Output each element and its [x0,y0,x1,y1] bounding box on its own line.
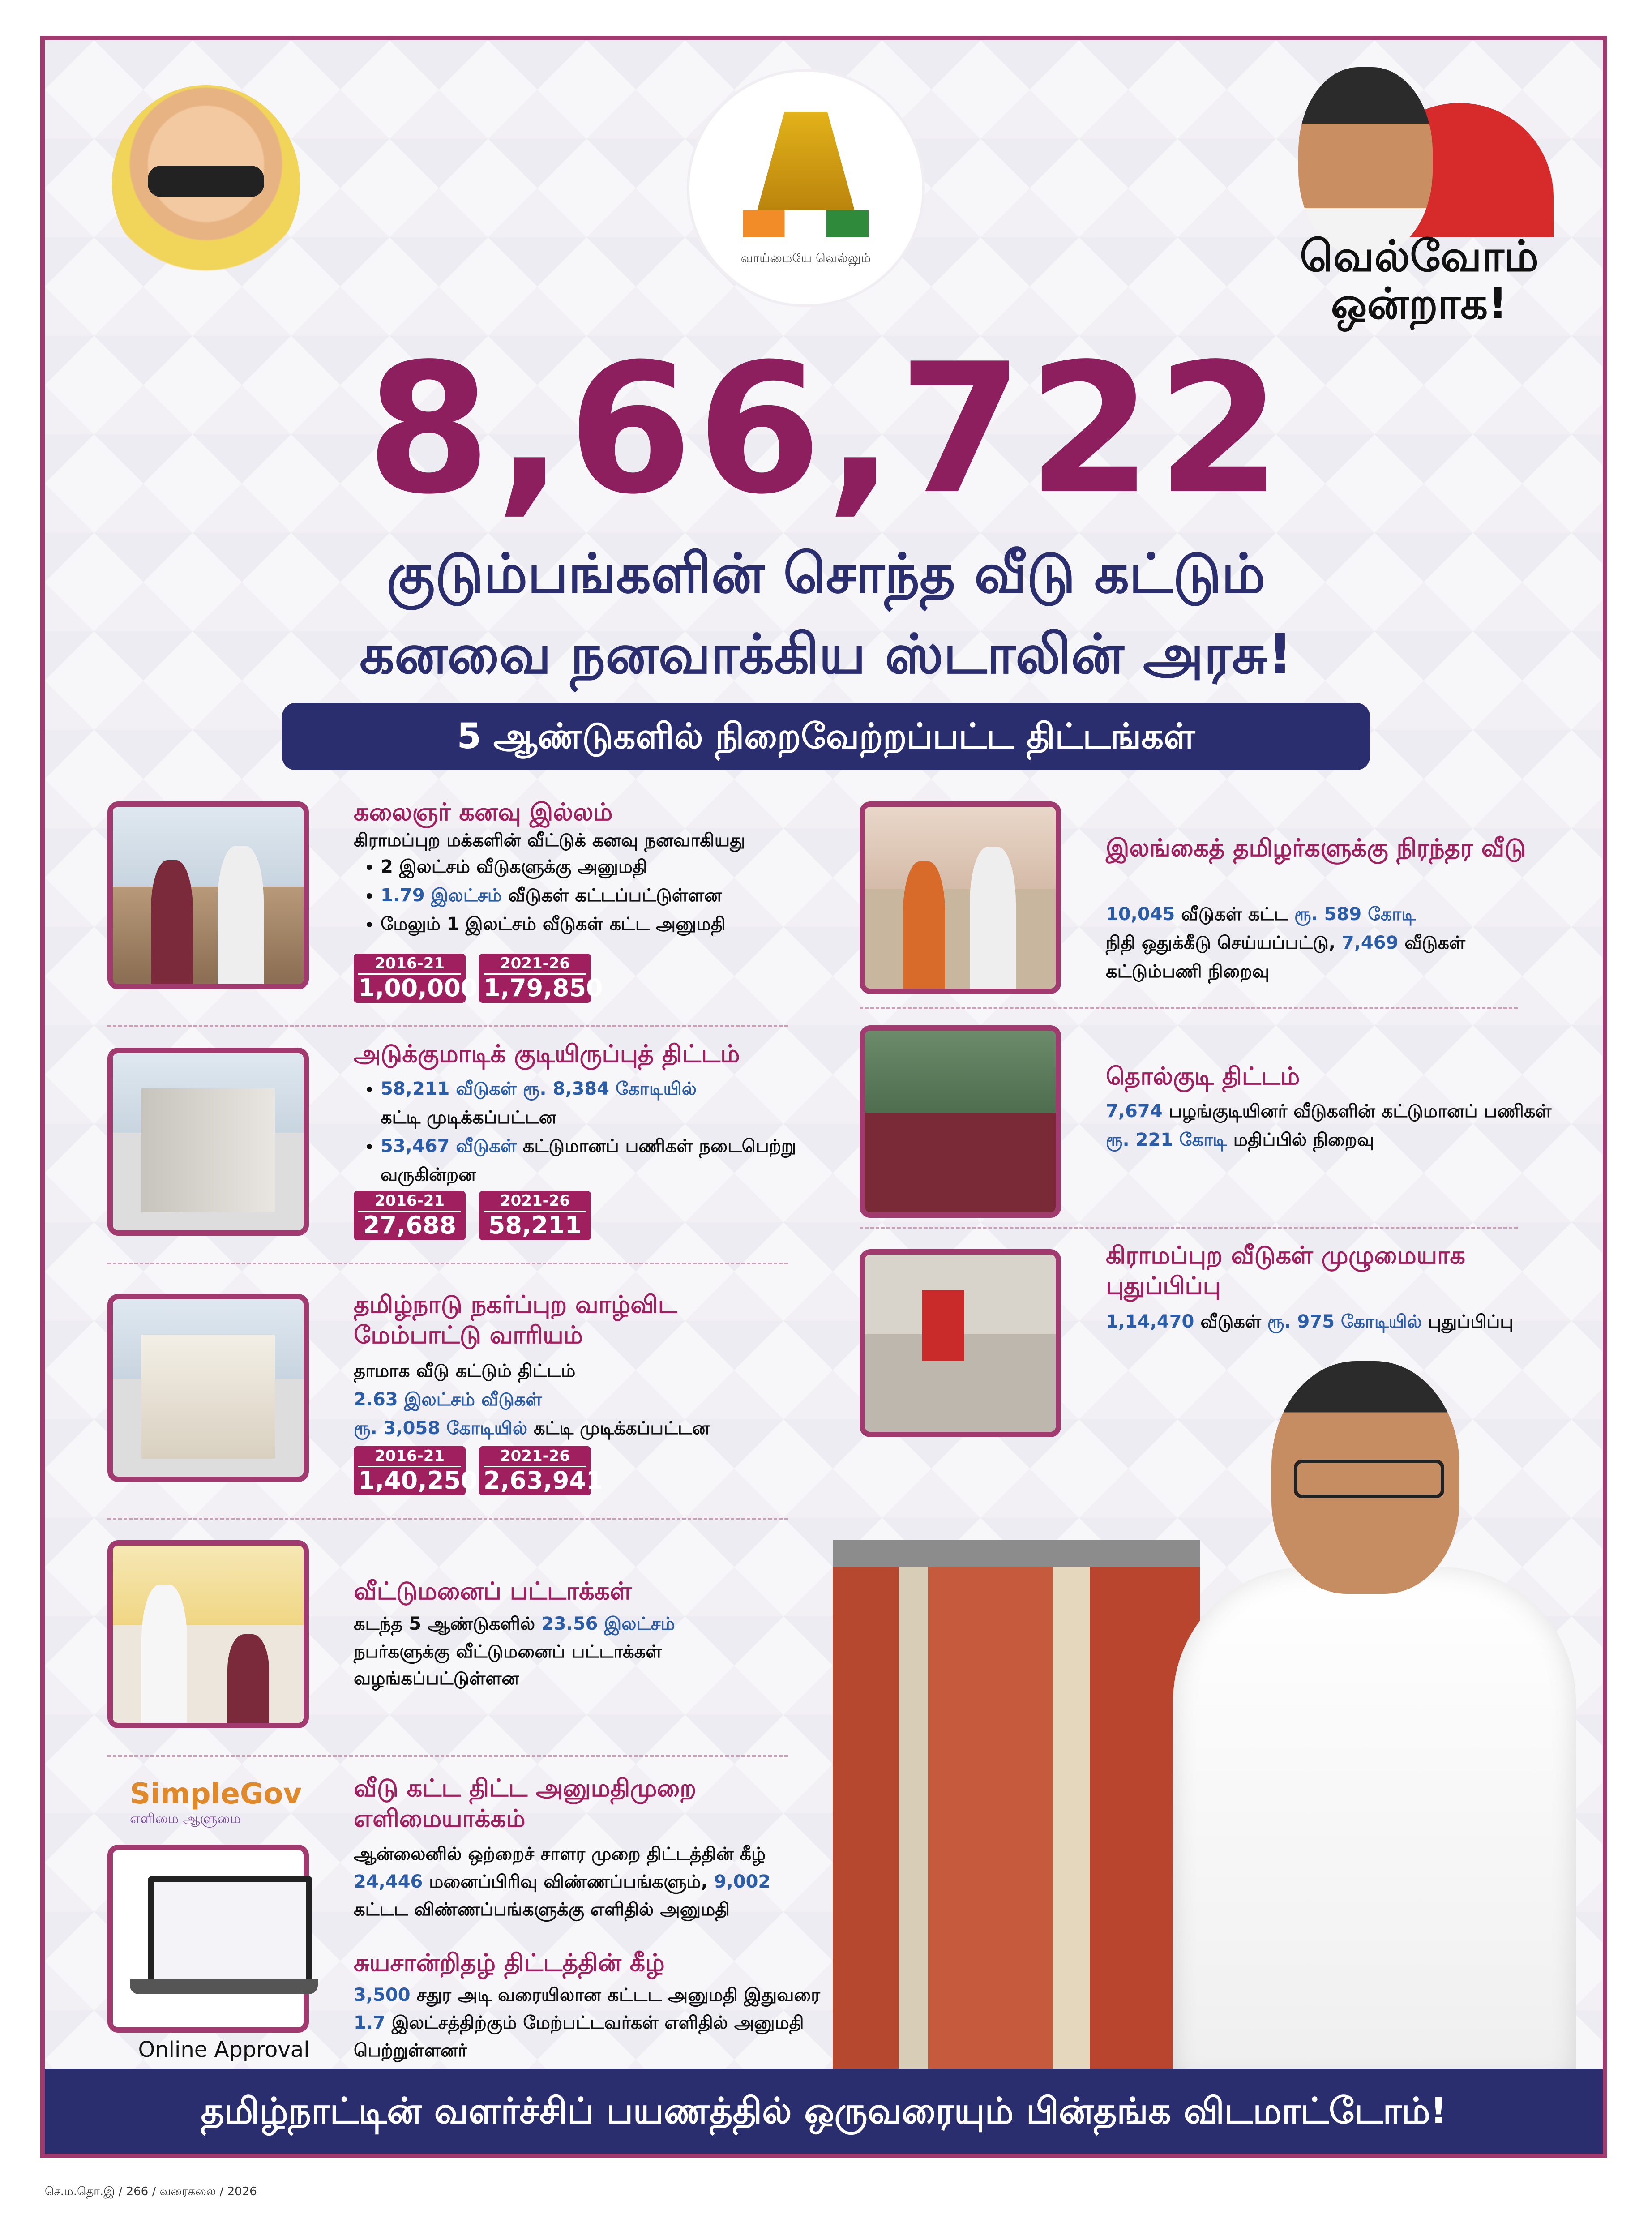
leader-portrait-right [1298,67,1433,255]
photo-house [107,1294,309,1482]
section-banner: 5 ஆண்டுகளில் நிறைவேற்றப்பட்ட திட்டங்கள் [282,703,1370,770]
nagar-line3: ரூ. 3,058 கோடியில் கட்டி முடிக்கப்பட்டன [354,1418,710,1439]
print-code: செ.ம.தொ.இ / 266 / வரைகலை / 2026 [45,2185,257,2198]
slogan-line1: வெல்வோம் [1300,231,1539,281]
adukku-bullet-2: • 53,467 வீடுகள் கட்டுமானப் பணிகள் நடைபெற்று வருகின்றன [381,1132,801,1189]
photo-kiramam [860,1249,1061,1437]
ilangai-line2: நிதி ஒதுக்கீடு செய்யப்பட்டு, 7,469 வீடுகள் கட்டும்பணி நிறைவு [1106,933,1466,982]
nagar-line1: தாமாக வீடு கட்டும் திட்டம் [354,1361,576,1381]
slogan-line2: ஒன்றாக! [1331,278,1508,329]
photo-patta [107,1540,309,1728]
adukku-bullet-1: • 58,211 வீடுகள் ரூ. 8,384 கோடியில் கட்டி முடிக்கப்பட்டன [381,1075,801,1132]
online-approval-label: Online Approval [138,2037,310,2062]
divider [107,1755,788,1757]
footer-slogan: தமிழ்நாட்டின் வளர்ச்சிப் பயணத்தில் ஒருவரையும் பின்தங்க விடமாட்டோம்! [45,2069,1603,2154]
building-illustration [833,1567,1200,2069]
kiramam-title: கிராமப்புற வீடுகள் முழுமையாக புதுப்பிப்பு [1106,1241,1465,1300]
patta-title: வீட்டுமனைப் பட்டாக்கள் [354,1577,632,1605]
headline-number: 8,66,722 [366,325,1286,534]
patta-body [354,1610,801,1692]
photo-apartments [107,1048,309,1236]
kalaignar-badge-2016: 2016-21 1,00,000 [354,954,466,1003]
adukku-badge-2021: 2021-26 58,211 [479,1191,591,1240]
adukku-title: அடுக்குமாடிக் குடியிருப்புத் திட்டம் [354,1040,740,1068]
tholkudi-body: 7,674 பழங்குடியினர் வீடுகளின் கட்டுமானப் பணிகள் ரூ. 221 கோடி மதிப்பில் நிறைவு [1106,1101,1552,1150]
divider [107,1263,788,1264]
leader-glasses [1294,1460,1444,1498]
kalaignar-intro: கிராமப்புற மக்களின் வீட்டுக் கனவு நனவாகியது [354,830,745,851]
divider [860,1227,1518,1229]
divider [107,1025,788,1027]
laptop-icon [148,1876,312,1987]
nagar-body [354,1357,824,1443]
adukku-badge-2016: 2016-21 27,688 [354,1191,466,1240]
nagar-badge-2021: 2021-26 2,63,941 [479,1446,591,1495]
portrait-glasses [148,166,264,197]
ilangai-line1: 10,045 வீடுகள் கட்ட ரூ. 589 கோடி [1106,904,1416,925]
adukku-body [354,1075,801,1189]
permit-body [354,1840,828,1923]
photo-tholkudi [860,1025,1061,1218]
kiramam-body: 1,14,470 வீடுகள் ரூ. 975 கோடியில் புதுப்பிப்பு [1106,1311,1514,1332]
tholkudi-title: தொல்குடி திட்டம் [1106,1062,1300,1090]
nagar-title: தமிழ்நாடு நகர்ப்புற வாழ்விட மேம்பாட்டு வாரியம் [354,1290,677,1349]
simplegov-logo: SimpleGov [130,1777,302,1811]
simplegov-tagline: எளிமை ஆளுமை [130,1811,241,1827]
kalaignar-badge-2021: 2021-26 1,79,850 [479,954,591,1003]
laptop-base-icon [130,1979,318,1994]
divider [860,1007,1518,1009]
patta-line2: நபர்களுக்கு வீட்டுமனைப் பட்டாக்கள் வழங்கப்பட்டுள்ளன [354,1641,662,1689]
ilangai-body [1106,900,1554,986]
nagar-line2: 2.63 இலட்சம் வீடுகள் [354,1389,542,1410]
emblem-motto: வாய்மையே வெல்லும் [740,251,871,266]
slogan [1280,233,1558,327]
ilangai-title: இலங்கைத் தமிழர்களுக்கு நிரந்தர வீடு [1106,834,1526,862]
kalaignar-body [354,828,801,938]
leader-photo-body [1173,1567,1576,2082]
kalaignar-title: கலைஞர் கனவு இல்லம் [354,798,613,826]
emblem-flag-icon [743,210,869,237]
permit-subtitle: சுயசான்றிதழ் திட்டத்தின் கீழ் [354,1949,665,1977]
kalaignar-bullet-1: • 2 இலட்சம் வீடுகளுக்கு அனுமதி [381,852,801,881]
permit-para1: ஆன்லைனில் ஒற்றைச் சாளர முறை திட்டத்தின் கீழ் 24,446 மனைப்பிரிவு விண்ணப்பங்களும், 9,002 கட்டட விண்ணப்பங்களுக்கு எளிதில் அனுமதி [354,1844,771,1920]
photo-ilangai [860,801,1061,994]
kalaignar-bullet-2: • 1.79 இலட்சம் வீடுகள் கட்டப்பட்டுள்ளன [381,881,801,910]
permit-title: வீடு கட்ட திட்ட அனுமதிமுறை எளிமையாக்கம் [354,1774,697,1833]
patta-line1: கடந்த 5 ஆண்டுகளில் 23.56 இலட்சம் [354,1614,675,1634]
permit-para2: 3,500 சதுர அடி வரையிலான கட்டட அனுமதி இதுவரை 1.7 இலட்சத்திற்கும் மேற்பட்டவர்கள் எளிதில் அனுமதி பெற்றுள்ளனர் [354,1985,820,2061]
headline-line1: குடும்பங்களின் சொந்த வீடு கட்டும் [386,542,1266,605]
photo-kalaignar [107,801,309,989]
kalaignar-bullet-3: • மேலும் 1 இலட்சம் வீடுகள் கட்ட அனுமதி [381,910,801,938]
nagar-badge-2016: 2016-21 1,40,250 [354,1446,466,1495]
headline-line2: கனவை நனவாக்கிய ஸ்டாலின் அரசு! [360,622,1292,686]
divider [107,1518,788,1520]
